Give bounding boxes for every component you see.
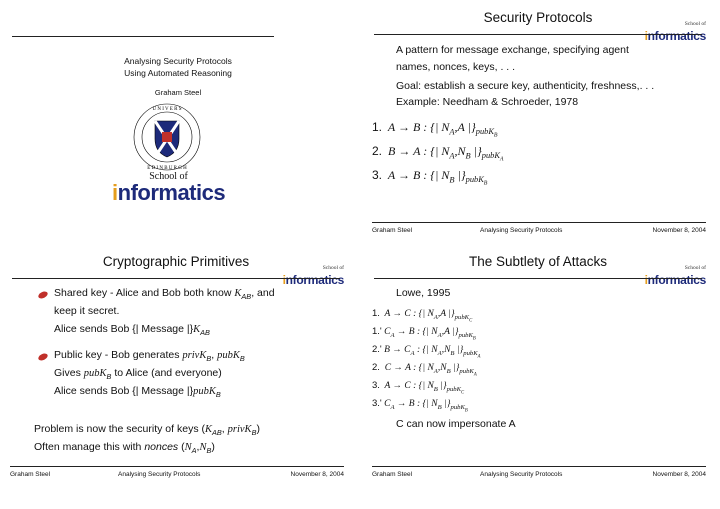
text-line: Example: Needham & Schroeder, 1978 [396,96,579,108]
university-crest-icon [126,102,208,172]
text-line: Goal: establish a secure key, authenticity, freshness,. . . [396,80,655,92]
text-line: Alice sends Bob {| Message $|\}K_{AB}$ [54,323,210,338]
school-of-informatics-logo: School of informatics [112,171,226,205]
slide-footer: Graham Steel Analysing Security Protocols November 8, 2004 [372,466,706,482]
slide-security-protocols [370,6,706,238]
svg-text:U N I V E R S: U N I V E R S [152,107,182,112]
text-line: names, nonces, keys, . . . [396,61,516,73]
informatics-logo: School of informatics [644,265,706,287]
informatics-logo: School of informatics [644,21,706,43]
protocol-step-2: 2. B → A : {| $N_A,N_B$ $|\}_{pubK_A}$ [372,144,504,164]
slide-cryptographic-primitives [8,250,344,482]
talk-title-line2: Using Automated Reasoning [124,68,232,78]
bullet-icon [37,352,49,362]
text-line: Public key - Bob generates privK$_B$, pubK$_B$ [54,349,245,364]
attack-step-1: 1. A → C : {| $N_A,A$ $|\}_{pubK_C}$ [372,308,473,324]
informatics-logo: School of informatics [282,265,344,287]
header-rule [12,278,340,279]
text-line: keep it secret. [54,305,120,317]
slide-title: The Subtlety of Attacks [468,254,608,269]
attack-step-3: 3. A → C : {| $N_B$ $|\}_{pubK_C}$ [372,380,465,396]
svg-text:E D I N B U R G H: E D I N B U R G H [147,166,187,171]
protocol-step-1: 1. A → B : {| $N_A,A$ $|\}_{pubK_B}$ [372,120,498,140]
text-line: Shared key - Alice and Bob both know $K_{AB}$, and [54,287,275,302]
talk-author: Graham Steel [154,88,202,97]
title-rule [12,36,274,37]
title-slide [8,6,344,238]
text-line: Gives pubK$_B$ to Alice (and everyone) [54,367,222,382]
protocol-step-3: 3. A → B : {| $N_B$ $|\}_{pubK_B}$ [372,168,488,188]
header-rule [374,278,702,279]
attack-step-2: 2. C → A : {| $N_A,N_B$ $|\}_{pubK_A}$ [372,362,477,378]
attack-step-2-prime: 2.' $B \to C_A$ : {| $N_A,N_B$ $|\}_{pubK_A}$ [372,344,481,360]
slide-subtlety-of-attacks [370,250,706,482]
text-line: Often manage this with nonces $(N_A,N_B)$ [34,441,215,456]
text-line: C can now impersonate A [396,418,516,430]
text-line: Problem is now the security of keys ($K_{AB}$, privK$_B$) [34,423,260,438]
slide-footer: Graham Steel Analysing Security Protocols November 8, 2004 [10,466,344,482]
text-line: A pattern for message exchange, specifying agent [396,44,629,56]
text-line: Alice sends Bob {| Message |}pubK$_B$ [54,385,221,400]
slide-title: Cryptographic Primitives [102,254,250,269]
slide-title: Security Protocols [483,10,593,25]
bullet-icon [37,290,49,300]
attack-step-1-prime: 1.' $C_A \to B$ : {| $N_A,A$ $|\}_{pubK_B}$ [372,326,476,342]
text-line: Lowe, 1995 [396,287,451,299]
attack-step-3-prime: 3.' $C_A \to B$ : {| $N_B$ $|\}_{pubK_B}$ [372,398,468,414]
talk-title-line1: Analysing Security Protocols [124,56,232,66]
slide-footer: Graham Steel Analysing Security Protocols November 8, 2004 [372,222,706,238]
header-rule [374,34,702,35]
